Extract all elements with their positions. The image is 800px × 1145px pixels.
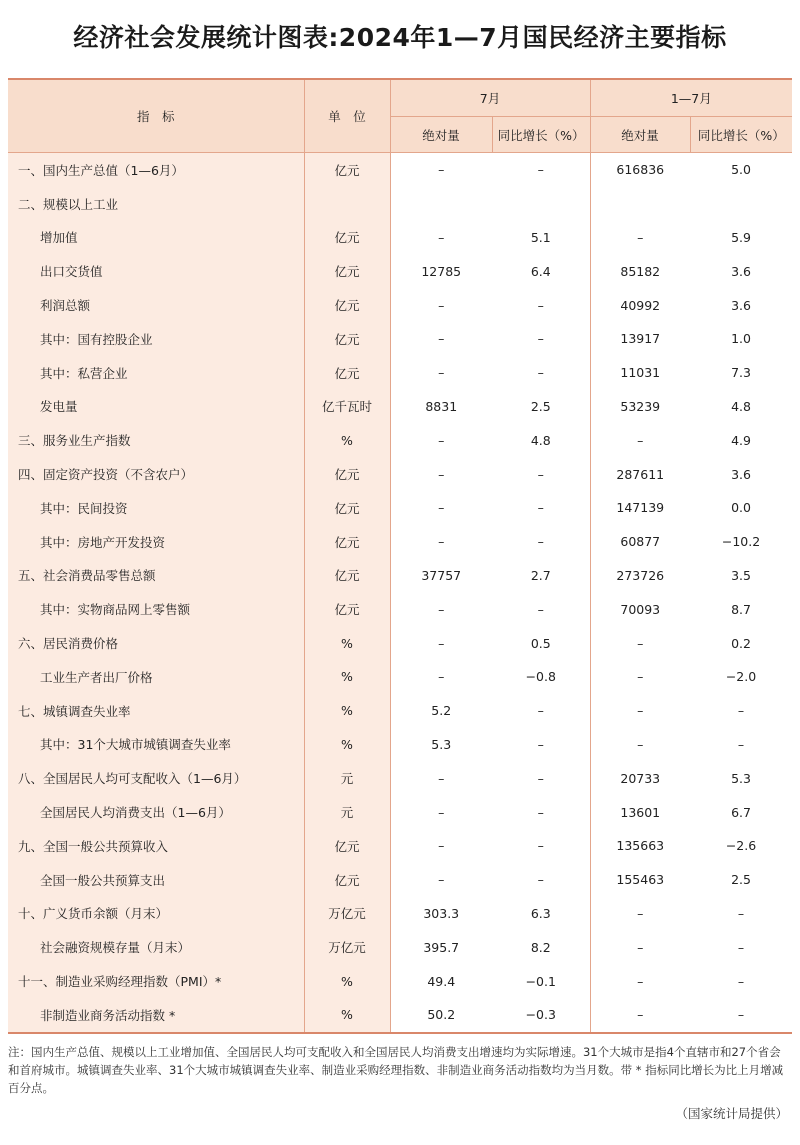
july-absolute-cell: 37757: [390, 559, 492, 593]
july-absolute-cell: 49.4: [390, 964, 492, 998]
indicator-name-cell: 其中：31个大城市城镇调查失业率: [8, 728, 304, 762]
unit-cell: %: [304, 998, 390, 1032]
ytd-absolute-cell: –: [590, 964, 690, 998]
ytd-absolute-cell: 147139: [590, 491, 690, 525]
footnote: 注：国内生产总值、规模以上工业增加值、全国居民人均可支配收入和全国居民人均消费支出增速均为实际增速。31个大城市是指4个直辖市和27个省会和首府城市。城镇调查失业率、31个大城市城镇调查失业率、制造业采购经理指数、非制造业商务活动指数均为当月数。带 * 指标同比增长为比上月增减百分点。: [8, 1045, 784, 1095]
ytd-yoy-cell: 7.3: [690, 356, 792, 390]
table-row: [8, 322, 792, 356]
unit-cell: %: [304, 423, 390, 457]
ytd-yoy-cell: –: [690, 998, 792, 1032]
table-row: [8, 423, 792, 457]
unit-cell: %: [304, 728, 390, 762]
july-yoy-cell: –: [492, 288, 590, 322]
table-body: [8, 153, 792, 1032]
ytd-yoy-cell: −10.2: [690, 525, 792, 559]
july-yoy-cell: –: [492, 863, 590, 897]
july-yoy-cell: 4.8: [492, 423, 590, 457]
table-row: [8, 660, 792, 694]
ytd-yoy-cell: 3.5: [690, 559, 792, 593]
unit-cell: %: [304, 694, 390, 728]
header-indicator: 指 标: [8, 80, 304, 153]
july-yoy-cell: –: [492, 356, 590, 390]
table-row: [8, 694, 792, 728]
unit-cell: 亿元: [304, 592, 390, 626]
table-row: [8, 897, 792, 931]
unit-cell: 亿元: [304, 829, 390, 863]
july-yoy-cell: −0.1: [492, 964, 590, 998]
indicator-name-cell: 利润总额: [8, 288, 304, 322]
table-row: [8, 356, 792, 390]
ytd-yoy-cell: 3.6: [690, 457, 792, 491]
indicator-name-cell: 出口交货值: [8, 254, 304, 288]
july-absolute-cell: 50.2: [390, 998, 492, 1032]
indicator-name-cell: 社会融资规模存量（月末）: [8, 930, 304, 964]
july-absolute-cell: –: [390, 423, 492, 457]
ytd-absolute-cell: 135663: [590, 829, 690, 863]
unit-cell: 万亿元: [304, 897, 390, 931]
ytd-yoy-cell: 0.2: [690, 626, 792, 660]
table-row: [8, 626, 792, 660]
ytd-absolute-cell: 70093: [590, 592, 690, 626]
ytd-yoy-cell: 4.9: [690, 423, 792, 457]
ytd-yoy-cell: –: [690, 694, 792, 728]
july-absolute-cell: –: [390, 457, 492, 491]
table-row: [8, 559, 792, 593]
unit-cell: 亿元: [304, 457, 390, 491]
july-yoy-cell: –: [492, 525, 590, 559]
table-row: [8, 525, 792, 559]
ytd-yoy-cell: –: [690, 897, 792, 931]
ytd-yoy-cell: [690, 187, 792, 221]
july-yoy-cell: 6.4: [492, 254, 590, 288]
ytd-absolute-cell: –: [590, 728, 690, 762]
indicator-name-cell: 非制造业商务活动指数 *: [8, 998, 304, 1032]
july-absolute-cell: –: [390, 626, 492, 660]
july-absolute-cell: [390, 187, 492, 221]
july-yoy-cell: 0.5: [492, 626, 590, 660]
indicator-name-cell: 七、城镇调查失业率: [8, 694, 304, 728]
ytd-yoy-cell: −2.6: [690, 829, 792, 863]
july-yoy-cell: –: [492, 761, 590, 795]
table-row: [8, 187, 792, 221]
header-july-yoy: 同比增长（%）: [492, 117, 590, 153]
table-header: [8, 80, 792, 153]
ytd-yoy-cell: –: [690, 930, 792, 964]
july-absolute-cell: –: [390, 322, 492, 356]
july-yoy-cell: 8.2: [492, 930, 590, 964]
table-row: [8, 930, 792, 964]
july-yoy-cell: −0.3: [492, 998, 590, 1032]
july-absolute-cell: 5.2: [390, 694, 492, 728]
july-absolute-cell: –: [390, 829, 492, 863]
unit-cell: 亿元: [304, 863, 390, 897]
july-yoy-cell: –: [492, 322, 590, 356]
july-absolute-cell: –: [390, 288, 492, 322]
indicator-name-cell: 其中：实物商品网上零售额: [8, 592, 304, 626]
table-row: [8, 288, 792, 322]
table-row: [8, 795, 792, 829]
table-row: [8, 829, 792, 863]
unit-cell: 亿元: [304, 221, 390, 255]
unit-cell: 亿千瓦时: [304, 390, 390, 424]
ytd-yoy-cell: –: [690, 728, 792, 762]
indicator-name-cell: 发电量: [8, 390, 304, 424]
ytd-yoy-cell: 5.9: [690, 221, 792, 255]
unit-cell: 亿元: [304, 288, 390, 322]
table-row: [8, 761, 792, 795]
ytd-absolute-cell: 616836: [590, 153, 690, 187]
table-row: [8, 998, 792, 1032]
indicator-table-wrapper: [8, 78, 792, 1034]
table-row: [8, 390, 792, 424]
indicator-name-cell: 其中：房地产开发投资: [8, 525, 304, 559]
table-row: [8, 863, 792, 897]
indicator-name-cell: 其中：民间投资: [8, 491, 304, 525]
indicator-name-cell: 十、广义货币余额（月末）: [8, 897, 304, 931]
indicator-name-cell: 五、社会消费品零售总额: [8, 559, 304, 593]
ytd-yoy-cell: 5.0: [690, 153, 792, 187]
ytd-yoy-cell: 2.5: [690, 863, 792, 897]
indicator-name-cell: 三、服务业生产指数: [8, 423, 304, 457]
unit-cell: 元: [304, 795, 390, 829]
header-july-absolute: 绝对量: [390, 117, 492, 153]
ytd-absolute-cell: 53239: [590, 390, 690, 424]
ytd-absolute-cell: 20733: [590, 761, 690, 795]
july-absolute-cell: 395.7: [390, 930, 492, 964]
ytd-absolute-cell: 85182: [590, 254, 690, 288]
indicator-name-cell: 九、全国一般公共预算收入: [8, 829, 304, 863]
ytd-absolute-cell: 287611: [590, 457, 690, 491]
ytd-absolute-cell: 60877: [590, 525, 690, 559]
table-row: [8, 491, 792, 525]
indicator-name-cell: 工业生产者出厂价格: [8, 660, 304, 694]
july-yoy-cell: [492, 187, 590, 221]
ytd-yoy-cell: 6.7: [690, 795, 792, 829]
header-jan-jul: 1—7月: [590, 80, 792, 117]
page-title: 经济社会发展统计图表:2024年1—7月国民经济主要指标: [73, 23, 727, 52]
ytd-absolute-cell: 13917: [590, 322, 690, 356]
july-absolute-cell: 5.3: [390, 728, 492, 762]
header-unit: 单 位: [304, 80, 390, 153]
table-row: [8, 728, 792, 762]
unit-cell: 亿元: [304, 559, 390, 593]
july-absolute-cell: 12785: [390, 254, 492, 288]
table-row: [8, 592, 792, 626]
july-yoy-cell: –: [492, 829, 590, 863]
unit-cell: 元: [304, 761, 390, 795]
july-yoy-cell: –: [492, 795, 590, 829]
july-yoy-cell: 2.7: [492, 559, 590, 593]
ytd-yoy-cell: −2.0: [690, 660, 792, 694]
ytd-absolute-cell: –: [590, 423, 690, 457]
ytd-absolute-cell: 155463: [590, 863, 690, 897]
unit-cell: %: [304, 964, 390, 998]
july-absolute-cell: –: [390, 221, 492, 255]
unit-cell: %: [304, 626, 390, 660]
unit-cell: 亿元: [304, 491, 390, 525]
table-row: [8, 457, 792, 491]
unit-cell: 亿元: [304, 525, 390, 559]
ytd-yoy-cell: 0.0: [690, 491, 792, 525]
indicator-table: [8, 80, 792, 1032]
table-row: [8, 153, 792, 187]
ytd-yoy-cell: 1.0: [690, 322, 792, 356]
header-july: 7月: [390, 80, 590, 117]
july-yoy-cell: –: [492, 728, 590, 762]
indicator-name-cell: 其中：国有控股企业: [8, 322, 304, 356]
ytd-absolute-cell: –: [590, 897, 690, 931]
unit-cell: 亿元: [304, 356, 390, 390]
ytd-yoy-cell: 8.7: [690, 592, 792, 626]
july-absolute-cell: –: [390, 863, 492, 897]
indicator-name-cell: 四、固定资产投资（不含农户）: [8, 457, 304, 491]
july-yoy-cell: 6.3: [492, 897, 590, 931]
unit-cell: [304, 187, 390, 221]
ytd-yoy-cell: –: [690, 964, 792, 998]
july-absolute-cell: 303.3: [390, 897, 492, 931]
header-ytd-yoy: 同比增长（%）: [690, 117, 792, 153]
indicator-name-cell: 二、规模以上工业: [8, 187, 304, 221]
header-ytd-absolute: 绝对量: [590, 117, 690, 153]
july-absolute-cell: –: [390, 761, 492, 795]
indicator-name-cell: 增加值: [8, 221, 304, 255]
july-yoy-cell: –: [492, 491, 590, 525]
july-yoy-cell: –: [492, 694, 590, 728]
ytd-absolute-cell: 273726: [590, 559, 690, 593]
july-absolute-cell: –: [390, 491, 492, 525]
ytd-absolute-cell: –: [590, 626, 690, 660]
indicator-name-cell: 十一、制造业采购经理指数（PMI）*: [8, 964, 304, 998]
ytd-yoy-cell: 3.6: [690, 254, 792, 288]
ytd-absolute-cell: –: [590, 221, 690, 255]
ytd-absolute-cell: –: [590, 930, 690, 964]
ytd-absolute-cell: 13601: [590, 795, 690, 829]
july-yoy-cell: 2.5: [492, 390, 590, 424]
ytd-absolute-cell: 11031: [590, 356, 690, 390]
july-yoy-cell: 5.1: [492, 221, 590, 255]
july-absolute-cell: 8831: [390, 390, 492, 424]
unit-cell: 万亿元: [304, 930, 390, 964]
indicator-name-cell: 其中：私营企业: [8, 356, 304, 390]
july-absolute-cell: –: [390, 356, 492, 390]
july-absolute-cell: –: [390, 592, 492, 626]
ytd-absolute-cell: 40992: [590, 288, 690, 322]
indicator-name-cell: 六、居民消费价格: [8, 626, 304, 660]
july-yoy-cell: –: [492, 153, 590, 187]
ytd-absolute-cell: –: [590, 998, 690, 1032]
ytd-absolute-cell: –: [590, 694, 690, 728]
ytd-absolute-cell: –: [590, 660, 690, 694]
unit-cell: %: [304, 660, 390, 694]
ytd-yoy-cell: 3.6: [690, 288, 792, 322]
unit-cell: 亿元: [304, 254, 390, 288]
july-absolute-cell: –: [390, 153, 492, 187]
july-absolute-cell: –: [390, 525, 492, 559]
indicator-name-cell: 一、国内生产总值（1—6月）: [8, 153, 304, 187]
unit-cell: 亿元: [304, 153, 390, 187]
ytd-yoy-cell: 5.3: [690, 761, 792, 795]
table-row: [8, 254, 792, 288]
ytd-absolute-cell: [590, 187, 690, 221]
unit-cell: 亿元: [304, 322, 390, 356]
july-yoy-cell: –: [492, 592, 590, 626]
ytd-yoy-cell: 4.8: [690, 390, 792, 424]
july-yoy-cell: −0.8: [492, 660, 590, 694]
july-absolute-cell: –: [390, 660, 492, 694]
july-yoy-cell: –: [492, 457, 590, 491]
table-row: [8, 964, 792, 998]
source-credit: （国家统计局提供）: [675, 1106, 788, 1121]
table-row: [8, 221, 792, 255]
indicator-name-cell: 全国一般公共预算支出: [8, 863, 304, 897]
indicator-name-cell: 全国居民人均消费支出（1—6月）: [8, 795, 304, 829]
july-absolute-cell: –: [390, 795, 492, 829]
indicator-name-cell: 八、全国居民人均可支配收入（1—6月）: [8, 761, 304, 795]
